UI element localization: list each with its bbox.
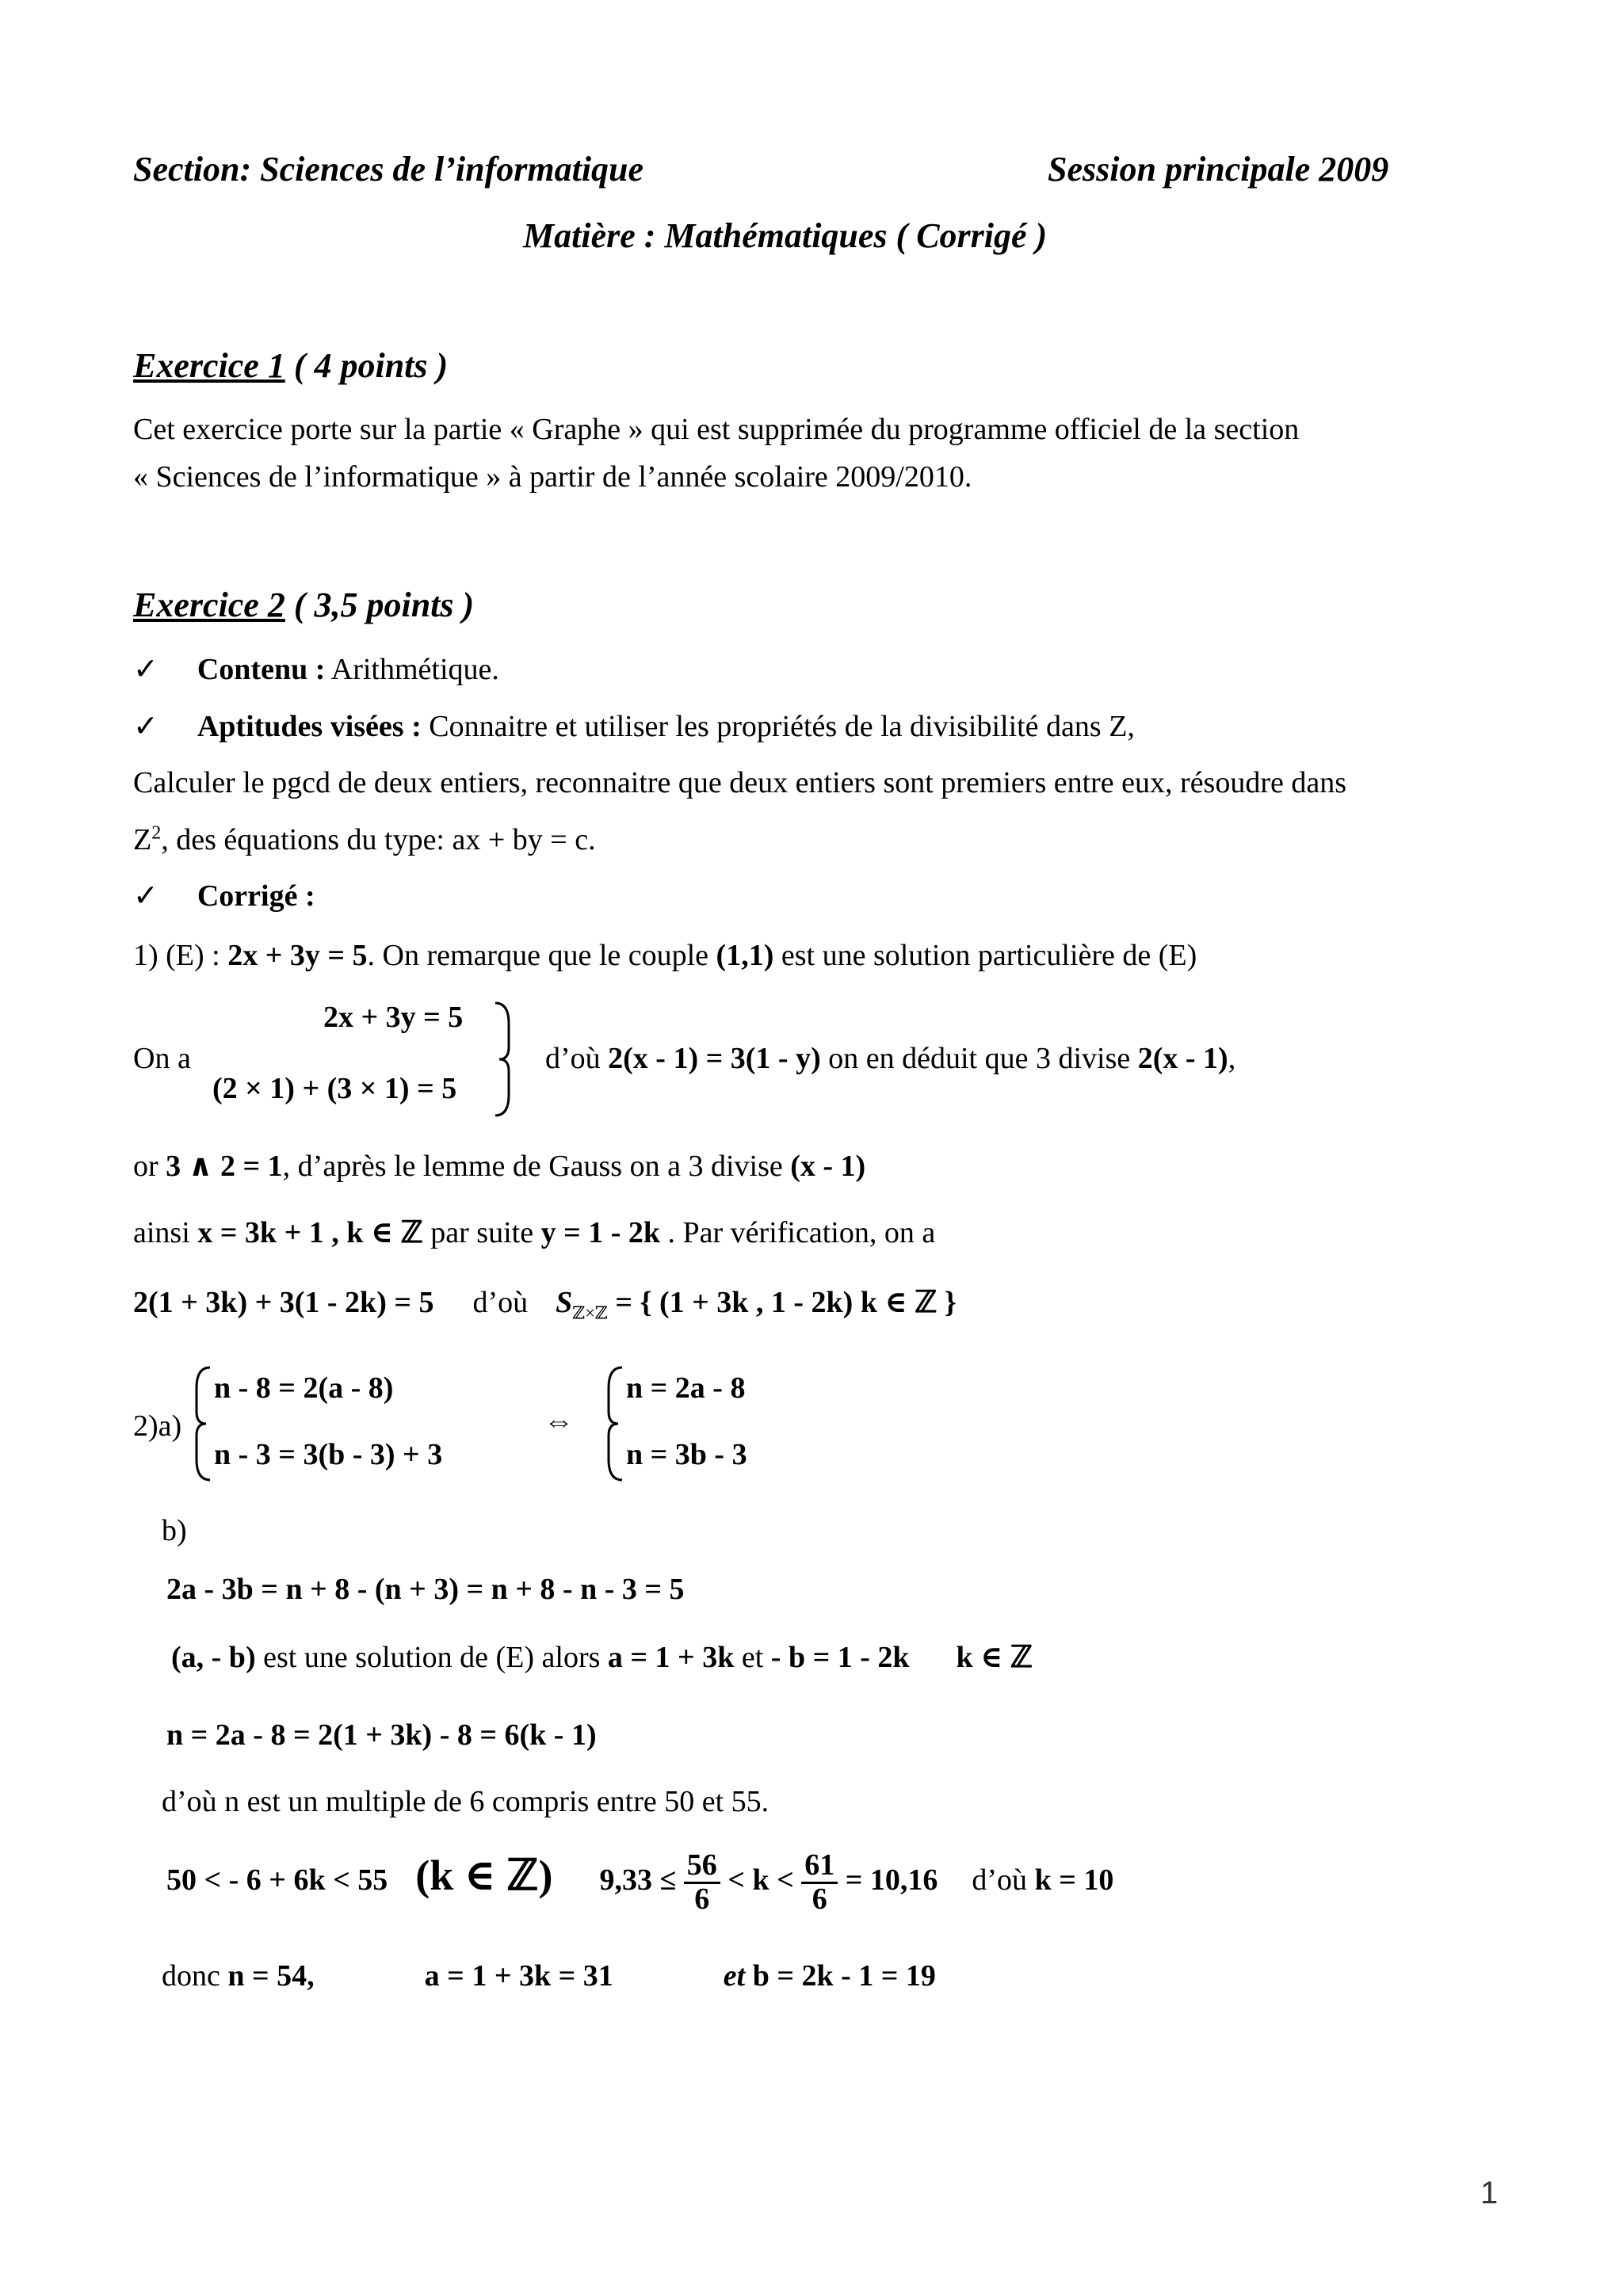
- check-icon: ✓: [133, 651, 158, 686]
- exercise-1-points: ( 4 points ): [285, 346, 449, 385]
- ainsi-line: [133, 1214, 935, 1253]
- q1-couple: (1,1): [716, 939, 774, 972]
- ineq-dou: d’où: [972, 1863, 1035, 1897]
- equation-type: , des équations du type: ax + by = c.: [161, 823, 596, 856]
- aptitudes-value: Connaitre et utiliser les propriétés de la divisibilité dans Z,: [421, 710, 1135, 743]
- q1-equation: 2x + 3y = 5: [227, 939, 368, 972]
- verification-text: . Par vérification, on a: [660, 1216, 936, 1249]
- system-2-line-1: n - 8 = 2(a - 8): [214, 1371, 394, 1405]
- dou-comma: ,: [1228, 1042, 1236, 1075]
- dou-equation: 2(x - 1) = 3(1 - y): [608, 1042, 821, 1075]
- dou-equation-b: 2(x - 1): [1137, 1042, 1228, 1075]
- q2a-label: 2)a): [133, 1409, 182, 1443]
- verification-equation: 2(1 + 3k) + 3(1 - 2k) = 5: [133, 1286, 434, 1319]
- couple-a-b: (a, - b): [171, 1641, 256, 1674]
- z-exponent: 2: [151, 822, 162, 844]
- exercise-1-title: Exercice 1: [133, 346, 285, 385]
- k-in-z-paren: (k ∈ ℤ): [415, 1852, 553, 1899]
- q2b-line-3: n = 2a - 8 = 2(1 + 3k) - 8 = 6(k - 1): [166, 1718, 597, 1752]
- subject-title: Matière : Mathématiques ( Corrigé ): [523, 216, 1048, 255]
- corrige-line: [133, 876, 315, 916]
- ainsi-prefix: ainsi: [133, 1216, 198, 1249]
- a-result: a = 1 + 3k = 31: [424, 1959, 613, 1993]
- gauss-divisor: (x - 1): [790, 1150, 866, 1183]
- par-suite: par suite: [422, 1216, 541, 1249]
- exercise-2-points: ( 3,5 points ): [285, 585, 475, 624]
- system-1-line-2: (2 × 1) + (3 × 1) = 5: [212, 1072, 457, 1105]
- et-word: et: [734, 1641, 771, 1674]
- q2b-label: b): [162, 1514, 187, 1547]
- dou-line: [545, 1039, 1235, 1078]
- aptitudes-line-3: [133, 821, 596, 860]
- equivalence-symbol: ⇔: [544, 1405, 574, 1438]
- q1-mid: . On remarque que le couple: [367, 939, 716, 972]
- fraction-61-numerator: 61: [801, 1850, 838, 1884]
- donc-et: et: [723, 1959, 753, 1993]
- verif-dou: d’où: [472, 1286, 536, 1319]
- lower-bound: 9,33 ≤: [599, 1863, 677, 1897]
- dou-end: on en déduit que 3 divise: [820, 1042, 1138, 1075]
- b-solution: - b = 1 - 2k: [770, 1641, 910, 1674]
- fraction-61-denominator: 6: [812, 1882, 827, 1916]
- x-solution: x = 3k + 1 , k ∈ ℤ: [197, 1216, 423, 1249]
- exercise-2-title: Exercice 2: [133, 585, 285, 624]
- fraction-56-numerator: 56: [684, 1850, 720, 1884]
- aptitudes-line: [133, 707, 1135, 746]
- q2b-line-4: d’où n est un multiple de 6 compris entre 50 et 55.: [162, 1785, 769, 1818]
- system-3-line-2: n = 3b - 3: [626, 1438, 747, 1471]
- contenu-value: Arithmétique.: [325, 653, 499, 686]
- inequality-line: [166, 1849, 1113, 1916]
- fraction-61-6: [801, 1850, 838, 1916]
- exercise-2-heading: [133, 585, 474, 625]
- fraction-56-6: [684, 1850, 720, 1916]
- or-prefix: or: [133, 1150, 166, 1183]
- corrige-label: Corrigé :: [197, 879, 315, 913]
- page-number: 1: [1480, 2176, 1499, 2210]
- q2b-line-1: 2a - 3b = n + 8 - (n + 3) = n + 8 - n - 3 = 5: [166, 1573, 685, 1606]
- n-result: n = 54,: [227, 1959, 315, 1993]
- aptitudes-line-2: Calculer le pgcd de deux entiers, reconnaitre que deux entiers sont premiers entre eux, résoudre dans: [133, 766, 1347, 799]
- aptitudes-label: Aptitudes visées :: [197, 710, 422, 743]
- q1-line: [133, 936, 1197, 975]
- q2b-line-2-text: est une solution de (E) alors: [255, 1641, 608, 1674]
- solution-set-subscript: ℤ×ℤ: [572, 1302, 608, 1323]
- q2b-line-2: [171, 1638, 1033, 1677]
- check-icon: ✓: [133, 878, 158, 913]
- q1-end: est une solution particulière de (E): [773, 939, 1197, 972]
- or-line: [133, 1147, 865, 1186]
- contenu-line: [133, 650, 499, 689]
- dou-1: d’où: [545, 1042, 609, 1075]
- donc-word: donc: [162, 1959, 228, 1993]
- y-solution: y = 1 - 2k: [540, 1216, 661, 1249]
- fraction-56-denominator: 6: [694, 1882, 710, 1916]
- inequality-a: 50 < - 6 + 6k < 55: [166, 1863, 388, 1897]
- solution-set-label: S: [556, 1286, 573, 1319]
- session-title: Session principale 2009: [1048, 150, 1389, 189]
- verif-line: [133, 1283, 957, 1325]
- on-a-label: On a: [133, 1042, 191, 1075]
- k-result: k = 10: [1034, 1863, 1114, 1897]
- exercise-1-line-2: « Sciences de l’informatique » à partir de l’année scolaire 2009/2010.: [133, 460, 972, 494]
- donc-line: [162, 1957, 936, 1996]
- section-title: Section: Sciences de l’informatique: [133, 150, 644, 189]
- system-3-line-1: n = 2a - 8: [626, 1371, 746, 1405]
- exercise-1-heading: [133, 345, 448, 386]
- system-1-line-1: 2x + 3y = 5: [323, 1001, 464, 1034]
- check-icon: ✓: [133, 708, 158, 743]
- k-between: < k <: [727, 1863, 794, 1897]
- q1-prefix: 1) (E) :: [133, 939, 228, 972]
- solution-set: = { (1 + 3k , 1 - 2k) k ∈ ℤ }: [607, 1286, 957, 1319]
- gauss-text: , d’après le lemme de Gauss on a 3 divise: [282, 1150, 791, 1183]
- k-in-z: k ∈ ℤ: [956, 1641, 1033, 1674]
- a-solution: a = 1 + 3k: [607, 1641, 735, 1674]
- system-1-brace: [491, 1000, 515, 1119]
- gcd-equation: 3 ∧ 2 = 1: [166, 1150, 283, 1183]
- system-2-brace: [190, 1364, 214, 1483]
- upper-bound: = 10,16: [845, 1863, 938, 1897]
- exercise-1-line-1: Cet exercice porte sur la partie « Graphe » qui est supprimée du programme officiel de la section: [133, 413, 1300, 446]
- system-3-brace: [602, 1364, 626, 1483]
- z-letter: Z: [133, 823, 152, 856]
- b-result: b = 2k - 1 = 19: [752, 1959, 936, 1993]
- contenu-label: Contenu :: [197, 653, 326, 686]
- system-2-line-2: n - 3 = 3(b - 3) + 3: [214, 1438, 443, 1471]
